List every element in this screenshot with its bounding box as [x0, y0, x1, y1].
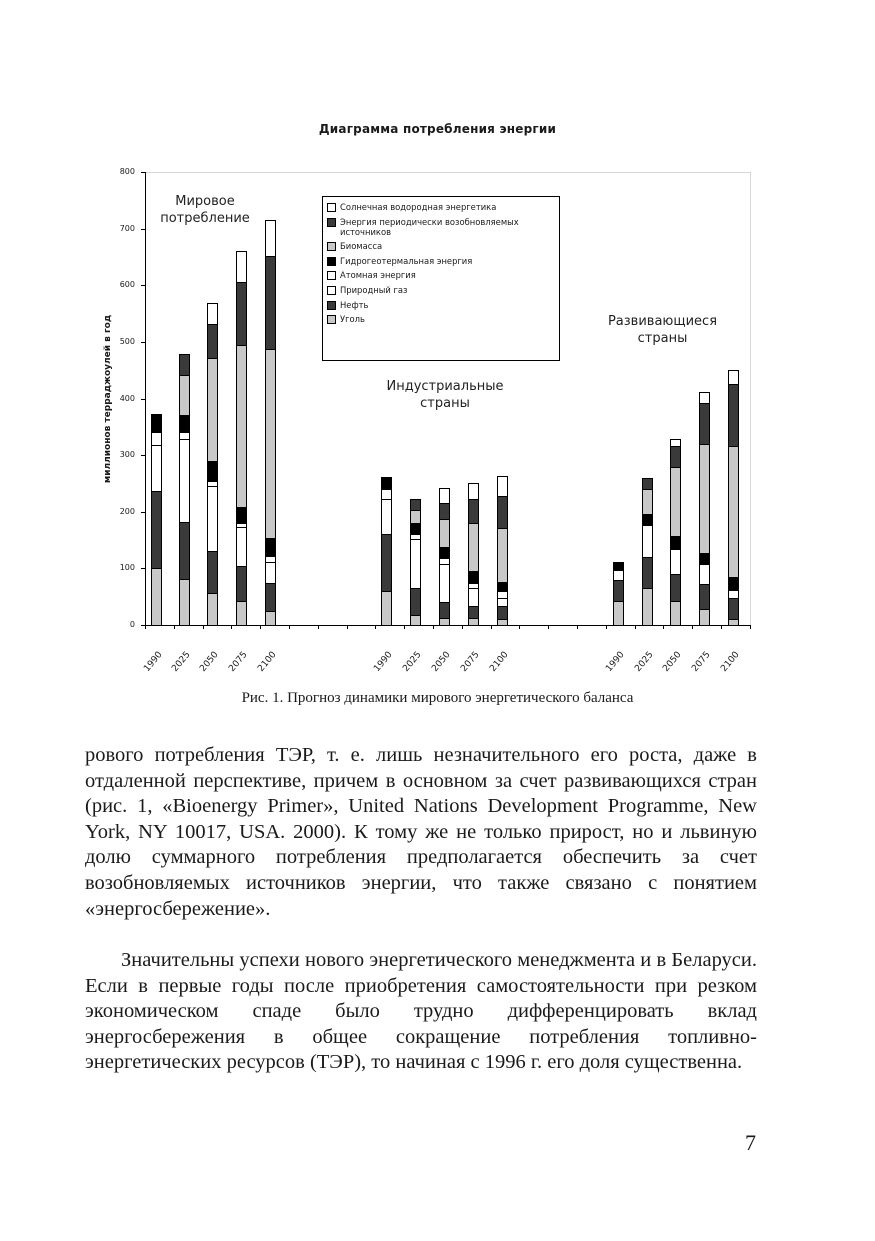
- x-tick: [577, 625, 578, 629]
- bar-segment: [699, 553, 710, 565]
- legend-label: Нефть: [340, 299, 369, 310]
- bar-segment: [670, 549, 681, 575]
- body-paragraph-2: [85, 948, 757, 1076]
- bar-segment: [728, 446, 739, 578]
- bar-segment: [670, 536, 681, 549]
- y-tick: [141, 399, 145, 400]
- bar-segment: [179, 579, 190, 626]
- legend-label: Гидрогеотермальная энергия: [340, 255, 473, 266]
- bar-segment: [468, 588, 479, 607]
- paragraph-text: Значительны успехи нового энергетического менеджмента и в Беларуси. Если в первые годы после приобретения самостоятельности при резком экономическом спаде было трудно дифференцировать вклад энергосбережения в общее сокращение потребления топливно-энергетических ресурсов (ТЭР), то начиная с 1996 г. его доля существенна.: [85, 949, 757, 1074]
- y-tick-label: 300: [119, 450, 135, 460]
- x-tick: [606, 625, 607, 629]
- legend-label: Биомасса: [340, 241, 383, 252]
- bar-segment: [381, 489, 392, 500]
- bar-segment: [207, 324, 218, 359]
- legend-item: [327, 314, 555, 324]
- figure-caption: Рис. 1. Прогноз динамики мирового энергетического баланса: [241, 690, 634, 706]
- x-tick-label: 2100: [256, 650, 279, 674]
- y-axis-title: миллионов терраджоулей в год: [103, 314, 113, 484]
- x-tick-label: 2100: [719, 650, 742, 674]
- page-number: 7: [745, 1130, 756, 1155]
- bar-segment: [236, 251, 247, 283]
- bar-segment: [179, 432, 190, 440]
- x-tick: [375, 625, 376, 629]
- legend-swatch-icon: [327, 203, 336, 212]
- bar-segment: [151, 445, 162, 491]
- legend-swatch-icon: [327, 218, 336, 227]
- legend-swatch-icon: [327, 257, 336, 266]
- x-tick-label: 2025: [401, 650, 424, 674]
- bar-segment: [410, 523, 421, 535]
- bar-segment: [236, 527, 247, 567]
- bar-segment: [151, 568, 162, 626]
- bar-segment: [265, 583, 276, 612]
- x-tick-label: 2025: [170, 650, 193, 674]
- bar-segment: [236, 345, 247, 507]
- y-tick: [141, 229, 145, 230]
- y-axis: [145, 172, 146, 626]
- x-tick: [462, 625, 463, 629]
- x-tick-label: 2050: [430, 650, 453, 674]
- bar-segment: [468, 606, 479, 619]
- bar-segment: [151, 491, 162, 570]
- bar-segment: [728, 577, 739, 590]
- bar-segment: [236, 601, 247, 626]
- bar-segment: [670, 439, 681, 447]
- bar-segment: [265, 256, 276, 350]
- bar-segment: [497, 619, 508, 626]
- paragraph-text: рового потребления ТЭР, т. е. лишь незначительного его роста, даже в отдаленной перспективе, причем в основном за счет развивающихся стран (рис. 1, «Bioenergy Primer», United Nations Development Programme, New York, NY 10017, USA. 2000). К тому же не только прирост, но и львиную долю суммарного потребления предполагается обеспечить за счет возобновляемых источников энергии, что также связано с понятием «энергосбережение».: [85, 744, 757, 920]
- bar-segment: [642, 478, 653, 489]
- bar-segment: [265, 611, 276, 626]
- bar-segment: [468, 571, 479, 584]
- bar-segment: [439, 618, 450, 626]
- x-tick-label: 2025: [633, 650, 656, 674]
- legend-item: [327, 202, 555, 212]
- bar-segment: [236, 282, 247, 346]
- x-tick: [404, 625, 405, 629]
- bar-segment: [265, 220, 276, 258]
- bar-segment: [207, 551, 218, 594]
- bar-segment: [642, 489, 653, 515]
- legend-item: [327, 217, 555, 237]
- bar-segment: [410, 588, 421, 616]
- bar-segment: [642, 557, 653, 589]
- x-tick: [635, 625, 636, 629]
- bar-segment: [439, 547, 450, 559]
- bar-segment: [410, 539, 421, 588]
- bar-segment: [236, 566, 247, 603]
- x-tick-label: 2050: [198, 650, 221, 674]
- x-tick: [548, 625, 549, 629]
- bar-segment: [468, 523, 479, 572]
- y-tick-label: 400: [119, 393, 135, 403]
- legend-item: [327, 270, 555, 280]
- y-tick: [141, 285, 145, 286]
- y-tick-label: 0: [129, 620, 135, 629]
- x-tick: [491, 625, 492, 629]
- bar-segment: [613, 601, 624, 626]
- bar-segment: [468, 499, 479, 524]
- bar-segment: [699, 609, 710, 626]
- bar-segment: [179, 354, 190, 377]
- bar-segment: [179, 439, 190, 523]
- bar-segment: [642, 525, 653, 558]
- legend-swatch-icon: [327, 286, 336, 295]
- x-tick-label: 2075: [227, 650, 250, 674]
- group-label-line: страны: [420, 396, 470, 411]
- bar-segment: [642, 514, 653, 526]
- bar-segment: [179, 375, 190, 416]
- bar-segment: [410, 534, 421, 541]
- bar-segment: [613, 580, 624, 602]
- bar-segment: [179, 522, 190, 580]
- chart-title: Диаграмма потребления энергии: [318, 122, 557, 136]
- x-tick: [174, 625, 175, 629]
- bar-segment: [410, 615, 421, 626]
- bar-segment: [381, 499, 392, 535]
- bar-segment: [410, 499, 421, 511]
- x-tick: [663, 625, 664, 629]
- y-tick: [141, 568, 145, 569]
- group-label-line: Мировое: [175, 194, 235, 209]
- x-tick: [433, 625, 434, 629]
- bar-segment: [613, 570, 624, 581]
- bar-segment: [151, 432, 162, 446]
- legend-item: [327, 241, 555, 251]
- bar-segment: [265, 562, 276, 583]
- bar-segment: [207, 461, 218, 481]
- legend-item: [327, 285, 555, 295]
- bar-segment: [728, 370, 739, 385]
- bar-segment: [497, 476, 508, 497]
- y-tick-label: 200: [119, 506, 135, 516]
- x-tick: [203, 625, 204, 629]
- y-tick: [141, 172, 145, 173]
- bar-segment: [439, 602, 450, 619]
- group-label-line: страны: [637, 331, 688, 346]
- y-tick-label: 600: [119, 280, 135, 290]
- bar-segment: [381, 477, 392, 490]
- bar-segment: [699, 444, 710, 554]
- bar-segment: [207, 593, 218, 626]
- legend-label: Энергия периодически возобновляемых источников: [340, 216, 519, 237]
- bar-segment: [728, 590, 739, 599]
- bar-segment: [728, 598, 739, 621]
- bar-segment: [728, 384, 739, 447]
- bar-segment: [497, 528, 508, 583]
- bar-segment: [179, 415, 190, 433]
- y-tick-label: 800: [119, 167, 135, 176]
- y-tick-label: 700: [119, 223, 135, 233]
- legend-swatch-icon: [327, 315, 336, 324]
- x-tick: [519, 625, 520, 629]
- legend-item: [327, 256, 555, 266]
- y-tick-label: 500: [119, 336, 135, 346]
- bar-segment: [670, 574, 681, 602]
- bar-segment: [439, 564, 450, 604]
- bar-segment: [497, 496, 508, 529]
- x-tick: [145, 625, 146, 629]
- bar-segment: [381, 591, 392, 626]
- legend-label: Уголь: [340, 314, 365, 325]
- legend-swatch-icon: [327, 242, 336, 251]
- bar-segment: [699, 584, 710, 610]
- bar-segment: [468, 618, 479, 626]
- bar-segment: [468, 483, 479, 500]
- bar-segment: [410, 510, 421, 523]
- bar-segment: [670, 601, 681, 626]
- bar-segment: [265, 349, 276, 539]
- y-tick: [141, 512, 145, 513]
- bar-segment: [497, 582, 508, 592]
- x-tick-label: 2075: [459, 650, 482, 674]
- bar-segment: [207, 486, 218, 552]
- bar-segment: [699, 392, 710, 404]
- group-label-developing: [590, 313, 735, 347]
- bar-segment: [613, 562, 624, 571]
- legend-swatch-icon: [327, 301, 336, 310]
- bar-segment: [207, 303, 218, 326]
- x-tick-label: 1990: [142, 650, 165, 674]
- legend-label: Атомная энергия: [340, 270, 416, 281]
- y-tick-label: 100: [119, 563, 135, 573]
- chart-legend: [322, 196, 560, 361]
- bar-segment: [670, 467, 681, 537]
- bar-segment: [151, 414, 162, 433]
- x-tick: [289, 625, 290, 629]
- x-tick-label: 2050: [661, 650, 684, 674]
- legend-label: Природный газ: [340, 284, 408, 295]
- bar-segment: [207, 358, 218, 462]
- legend-label: Солнечная водородная энергетика: [340, 202, 497, 212]
- x-tick: [721, 625, 722, 629]
- group-label-line: Индустриальные: [386, 379, 504, 394]
- bar-segment: [642, 588, 653, 626]
- group-label-industrial: [375, 378, 515, 412]
- bar-segment: [439, 558, 450, 565]
- legend-swatch-icon: [327, 271, 336, 280]
- x-tick: [347, 625, 348, 629]
- x-tick-label: 2075: [690, 650, 713, 674]
- x-tick: [750, 625, 751, 629]
- x-tick-label: 1990: [372, 650, 395, 674]
- group-label-line: Развивающиеся: [607, 314, 718, 329]
- bar-segment: [699, 403, 710, 445]
- y-tick: [141, 342, 145, 343]
- y-tick: [141, 455, 145, 456]
- bar-segment: [381, 534, 392, 592]
- bar-segment: [439, 488, 450, 504]
- bar-segment: [439, 519, 450, 548]
- x-tick: [692, 625, 693, 629]
- group-label-line: потребление: [160, 211, 250, 226]
- bar-segment: [439, 503, 450, 520]
- body-paragraph-1: [85, 743, 757, 922]
- x-tick: [318, 625, 319, 629]
- bar-segment: [699, 564, 710, 585]
- legend-item: [327, 300, 555, 310]
- x-tick-label: 2100: [488, 650, 511, 674]
- bar-segment: [497, 606, 508, 621]
- bar-segment: [497, 591, 508, 599]
- x-tick: [260, 625, 261, 629]
- x-tick-label: 1990: [604, 650, 627, 674]
- bar-segment: [670, 446, 681, 468]
- bar-segment: [236, 507, 247, 524]
- group-label-world: [150, 193, 260, 227]
- bar-segment: [265, 538, 276, 558]
- x-tick: [231, 625, 232, 629]
- bar-segment: [497, 598, 508, 607]
